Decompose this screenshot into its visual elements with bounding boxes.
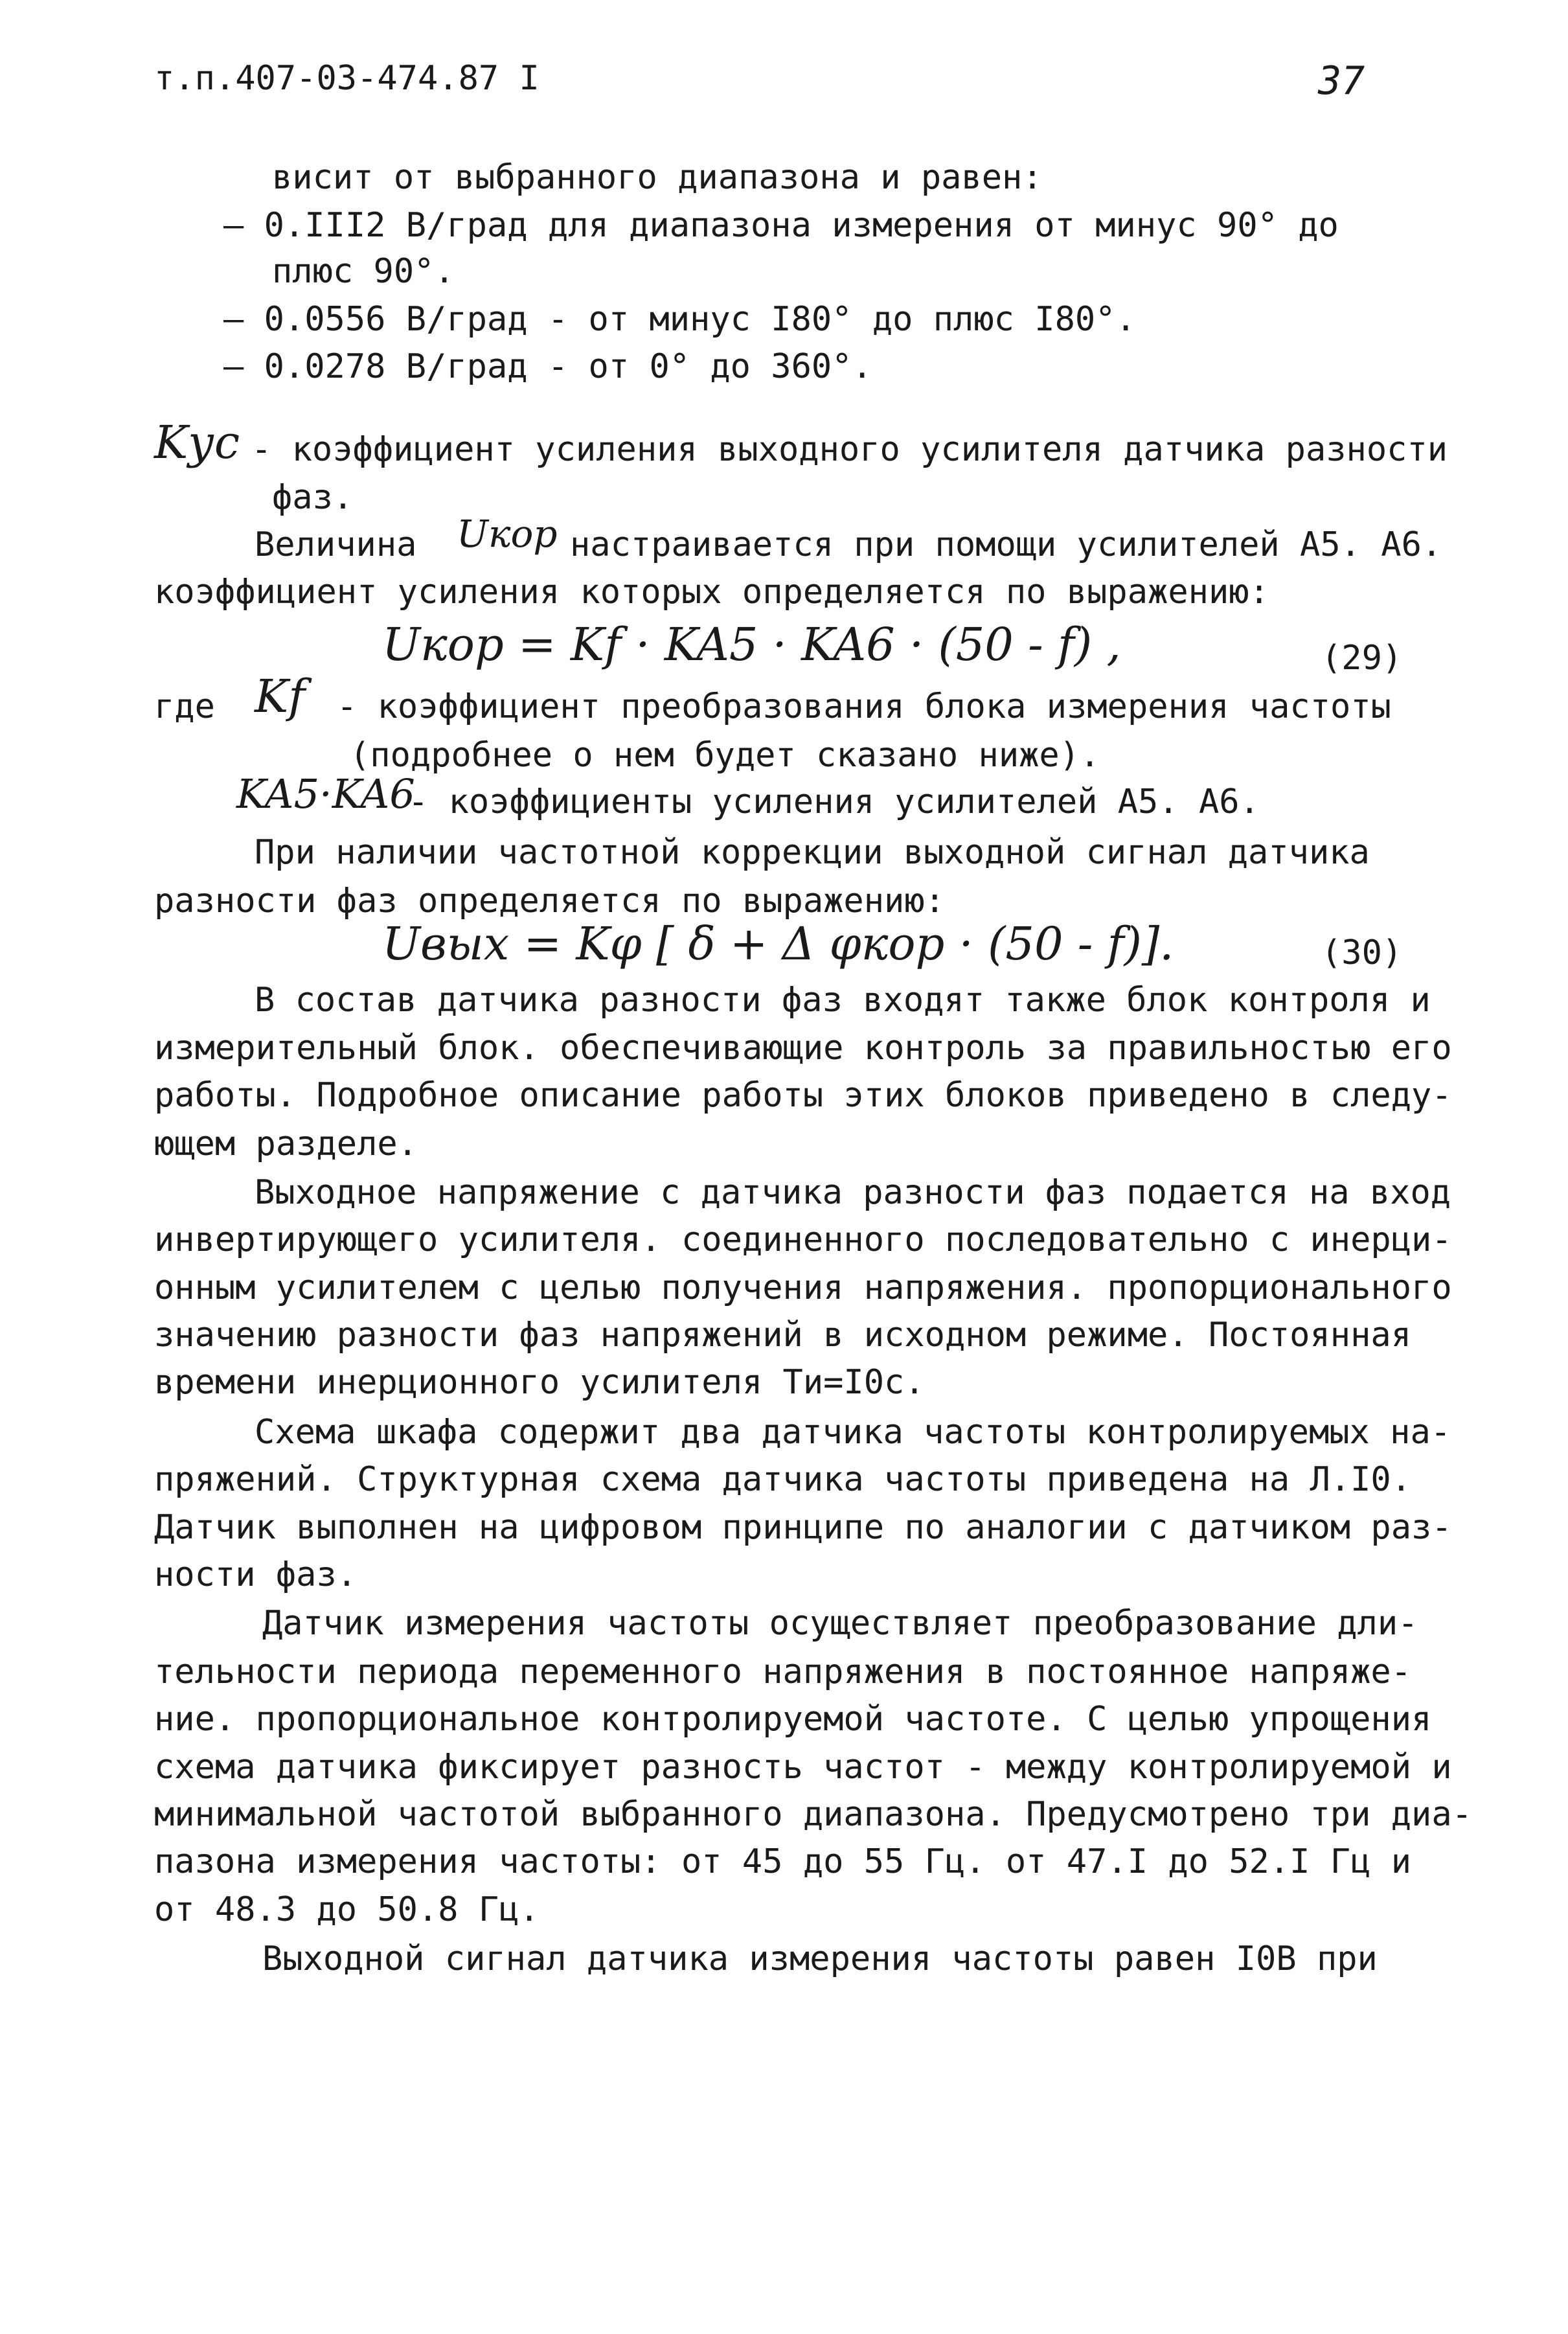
text-line: настраивается при помощи усилителей А5. А6. [570,525,1442,564]
text-line: - коэффициенты усиления усилителей А5. А6. [408,783,1260,821]
page-number: 37 [1318,58,1365,104]
text-line: работы. Подробное описание работы этих блоков приведено в следу- [154,1076,1452,1115]
text-line: ности фаз. [154,1555,358,1594]
text-line: ющем разделе. [154,1125,418,1163]
text-line: инвертирующего усилителя. соединенного последовательно с инерци- [154,1220,1452,1259]
text-line: (подробнее о нем будет сказано ниже). [350,736,1100,775]
text-line: от 48.3 до 50.8 Гц. [154,1890,540,1929]
text-line: онным усилителем с целью получения напряжения. пропорционального [154,1268,1452,1307]
text-line: значению разности фаз напряжений в исходном режиме. Постоянная [154,1316,1412,1355]
equation-number: (29) [1321,639,1403,678]
text-line: времени инерционного усилителя Tи=I0с. [154,1363,925,1402]
equation-number: (30) [1321,933,1403,972]
text-line: схема датчика фиксирует разность частот - между контролируемой и [154,1748,1452,1787]
text-line: – 0.III2 В/град для диапазона измерения от минус 90° до [223,206,1339,245]
text-line: Схема шкафа содержит два датчика частоты контролируемых на- [255,1413,1451,1452]
formula-symbol: Kус [154,416,240,469]
formula-symbol: Kf [255,670,306,723]
text-line: - коэффициент усиления выходного усилителя датчика разности [251,430,1448,469]
text-line: фаз. [272,478,354,517]
text-line: минимальной частотой выбранного диапазона. Предусмотрено три диа- [154,1795,1472,1834]
text-line: где [154,687,215,726]
text-line: пряжений. Структурная схема датчика частоты приведена на Л.I0. [154,1460,1412,1499]
text-line: тельности периода переменного напряжения в постоянное напряже- [154,1653,1412,1691]
text-line: Выходное напряжение с датчика разности фаз подается на вход [255,1173,1451,1212]
text-line: коэффициент усиления которых определяется по выражению: [154,573,1269,612]
text-line: Выходной сигнал датчика измерения частоты равен I0В при [262,1939,1378,1978]
equation-30: Uвых = Kφ [ δ + Δ φкор · (50 - f)]. [382,917,1174,970]
formula-symbol: KA5·KA6 [236,770,415,818]
text-line: ние. пропорциональное контролируемой частоте. С целью упрощения [154,1700,1432,1739]
text-line: – 0.0556 В/град - от минус I80° до плюс I80°. [223,300,1136,339]
text-line: Датчик измерения частоты осуществляет преобразование дли- [262,1604,1418,1643]
document-code: т.п.407-03-474.87 I [154,59,540,98]
text-line: Датчик выполнен на цифровом принципе по аналогии с датчиком раз- [154,1508,1452,1547]
text-line: пазона измерения частоты: от 45 до 55 Гц. от 47.I до 52.I Гц и [154,1842,1412,1881]
formula-symbol: Uкор [457,512,558,556]
text-line: В состав датчика разности фаз входят также блок контроля и [255,981,1431,1020]
text-line: – 0.0278 В/град - от 0° до 360°. [223,347,872,386]
text-line: разности фаз определяется по выражению: [154,882,945,921]
text-line: При наличии частотной коррекции выходной сигнал датчика [255,833,1370,872]
text-line: плюс 90°. [272,252,455,291]
text-line: измерительный блок. обеспечивающие контроль за правильностью его [154,1029,1452,1068]
text-line: - коэффициент преобразования блока измерения частоты [337,687,1391,726]
text-line: висит от выбранного диапазона и равен: [272,158,1043,197]
equation-29: Uкор = Kf · KA5 · KA6 · (50 - f) , [382,618,1121,671]
text-line: Величина [255,525,417,564]
